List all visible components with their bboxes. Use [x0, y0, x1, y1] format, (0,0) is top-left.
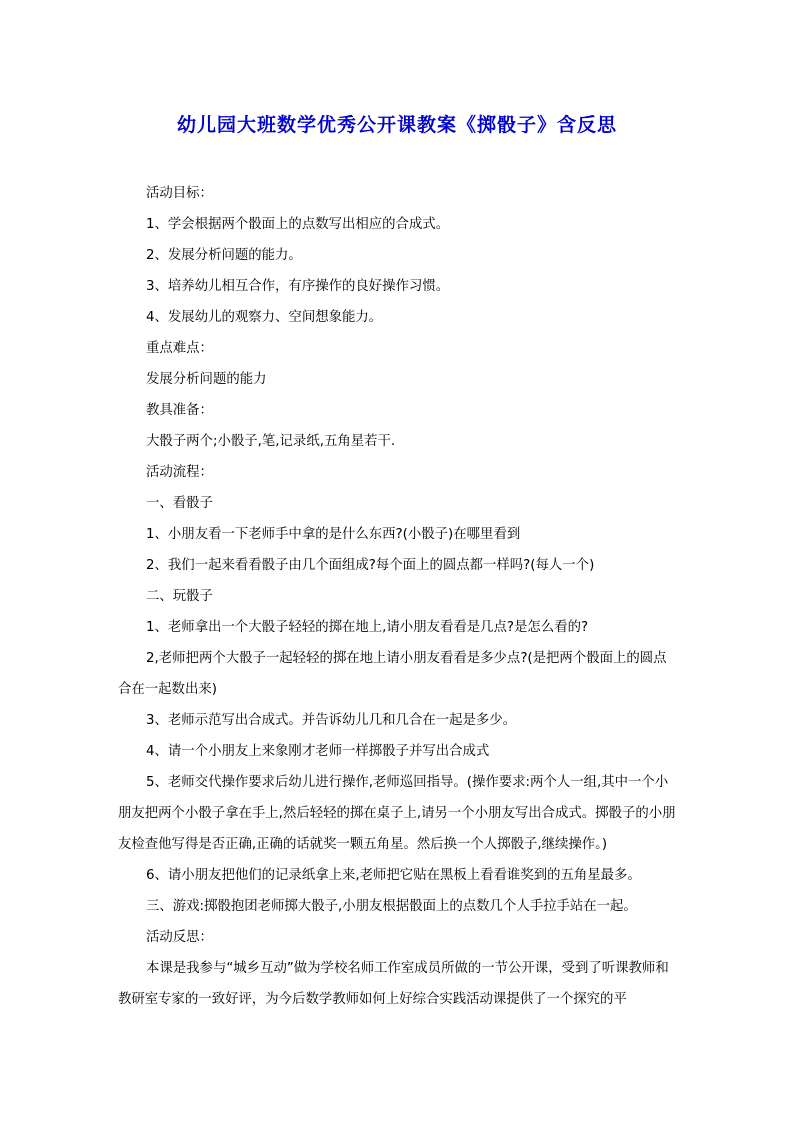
- paragraph-objective-2: 2、发展分析问题的能力。: [146, 248, 302, 263]
- paragraph-reflection: 本课是我参与“城乡互动”做为学校名师工作室成员所做的一节公开课，受到了听课教师和教研室专家的一致好评，为今后数学教师如何上好综合实践活动课提供了一个探究的平: [118, 961, 669, 1007]
- paragraph-materials: 大骰子两个;小骰子,笔,记录纸,五角星若干.: [146, 434, 396, 449]
- paragraph-section-1-step-2: 2、我们一起来看看骰子由几个面组成?每个面上的圆点都一样吗?(每人一个): [146, 558, 595, 573]
- paragraph-key-points-heading: 重点难点：: [146, 341, 213, 356]
- paragraph-key-points: 发展分析问题的能力: [146, 372, 267, 387]
- paragraph-materials-heading: 教具准备：: [146, 403, 213, 418]
- document-body: [118, 178, 678, 1015]
- paragraph-objective-1: 1、学会根据两个骰面上的点数写出相应的合成式。: [146, 217, 450, 232]
- paragraph-section-1: 一、看骰子: [146, 496, 213, 511]
- paragraph-section-2-step-2: 2,老师把两个大骰子一起轻轻的掷在地上请小朋友看看是多少点?(是把两个骰面上的圆点合在一起数出来): [118, 651, 667, 697]
- paragraph-objective-3: 3、培养幼儿相互合作，有序操作的良好操作习惯。: [146, 279, 450, 294]
- paragraph-section-3-game: 三、游戏:掷骰抱团老师掷大骰子,小朋友根据骰面上的点数几个人手拉手站在一起。: [146, 899, 637, 914]
- paragraph-section-2-step-6: 6、请小朋友把他们的记录纸拿上来,老师把它贴在黑板上看看谁奖到的五角星最多。: [146, 868, 641, 883]
- paragraph-section-2: 二、玩骰子: [146, 589, 213, 604]
- paragraph-reflection-heading: 活动反思：: [146, 930, 213, 945]
- paragraph-objectives-heading: 活动目标：: [146, 186, 213, 201]
- paragraph-section-2-step-3: 3、老师示范写出合成式。并告诉幼儿几和几合在一起是多少。: [146, 713, 517, 728]
- paragraph-section-2-step-4: 4、请一个小朋友上来象刚才老师一样掷骰子并写出合成式: [146, 744, 490, 759]
- paragraph-section-1-step-1: 1、小朋友看一下老师手中拿的是什么东西?(小骰子)在哪里看到: [146, 527, 521, 542]
- paragraph-section-2-step-5: 5、老师交代操作要求后幼儿进行操作,老师巡回指导。(操作要求:两个人一组,其中一个小朋友把两个小骰子拿在手上,然后轻轻的掷在桌子上,请另一个小朋友写出合成式。掷骰子的小朋友检查他写得是否正确,正确的话就奖一颗五角星。然后换一个人掷骰子,继续操作。): [118, 775, 676, 852]
- paragraph-objective-4: 4、发展幼儿的观察力、空间想象能力。: [146, 310, 383, 325]
- paragraph-section-2-step-1: 1、老师拿出一个大骰子轻轻的掷在地上,请小朋友看看是几点?是怎么看的?: [146, 620, 589, 635]
- paragraph-process-heading: 活动流程：: [146, 465, 213, 480]
- document-title: 幼儿园大班数学优秀公开课教案《掷骰子》含反思: [176, 114, 617, 136]
